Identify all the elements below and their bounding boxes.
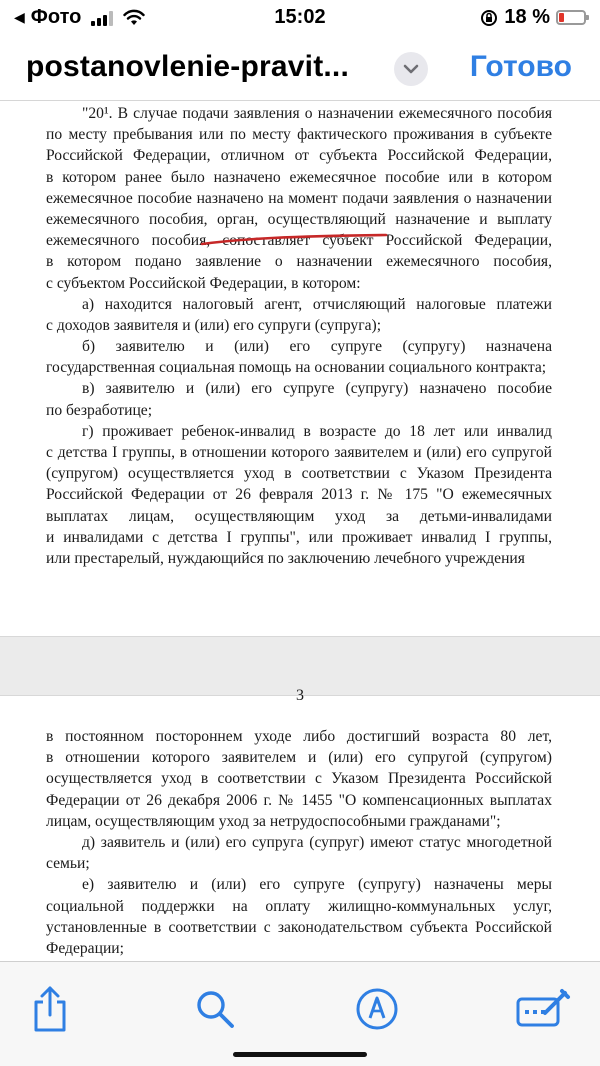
text-line: Российской Федерации, отличном от субъекта Российской Федерации,	[46, 147, 552, 165]
clock: 15:02	[274, 6, 326, 28]
navigation-bar	[0, 40, 600, 96]
text-line: или престарелый, нуждающийся по заключению лечебного учреждения	[46, 549, 525, 567]
status-right	[480, 6, 586, 29]
share-icon	[30, 985, 70, 1033]
text-line: Российской Федерации от 26 февраля 2013 г. № 175 "О ежемесячных	[46, 486, 552, 504]
document-title: postanovlenie-pravit...	[26, 50, 349, 83]
text-line: в постоянном постороннем уходе либо достигший возраста 80 лет,	[46, 728, 552, 745]
text-line: установленные в соответствии с законодательством субъекта Российской	[46, 918, 552, 936]
chevron-down-icon	[403, 64, 419, 74]
text-line: семьи;	[46, 855, 90, 873]
text-line: с детства I группы, в отношении которого заявителем и (или) его супругой	[46, 444, 552, 461]
markup-button[interactable]	[352, 984, 402, 1034]
page-2-text	[46, 103, 552, 569]
text-line: (супругом) осуществляется уход в соответствии с Указом Президента	[46, 465, 552, 483]
text-line: е) заявителю и (или) его супруге (супругу) назначены меры	[82, 876, 552, 894]
page-number: 3	[296, 687, 304, 704]
annotate-button[interactable]	[518, 984, 568, 1034]
text-line: и инвалидами с детства I группы", или проживает инвалид I группы,	[46, 528, 552, 546]
done-button[interactable]: Готово	[469, 50, 572, 83]
text-line: в отношении которого заявителем и (или) его супругой (супругом)	[46, 749, 552, 767]
text-line: в) заявителю и (или) его супруге (супругу) назначено пособие	[82, 380, 552, 398]
battery-fill	[559, 13, 564, 22]
text-line: ежемесячного пособия, сопоставляет субъект Российской Федерации,	[46, 232, 552, 250]
text-line: ежемесячное пособие назначено на момент подачи заявления о назначении	[46, 189, 552, 207]
text-line: осуществляется уход в соответствии с Указом Президента Российской	[46, 770, 552, 788]
text-line: Федерации от 26 декабря 2006 г. № 1455 "О компенсационных выплатах	[46, 791, 552, 809]
document-viewer[interactable]	[0, 101, 600, 961]
text-line: ежемесячного пособия, орган, осуществляющий назначение и выплату	[46, 210, 552, 228]
text-line: "20¹. В случае подачи заявления о назначении ежемесячного пособия	[82, 105, 552, 122]
text-line: социальной поддержки на оплату жилищно-коммунальных услуг,	[46, 897, 552, 915]
title-menu-button[interactable]	[394, 52, 428, 86]
text-line: д) заявитель и (или) его супруга (супруг) имеют статус многодетной	[82, 833, 552, 851]
text-line: государственная социальная помощь на основании социального контракта;	[46, 359, 547, 377]
back-app-label: Фото	[30, 6, 82, 28]
text-line: а) находится налоговый агент, отчисляющий налоговые платежи	[82, 295, 552, 313]
text-line: по безработице;	[46, 401, 153, 419]
share-button[interactable]	[25, 984, 75, 1034]
text-line: Федерации;	[46, 939, 124, 957]
text-line: б) заявителю и (или) его супруге (супругу) назначена	[82, 338, 552, 356]
orientation-lock-icon	[480, 9, 498, 27]
text-line: с доходов заявителя и (или) его супруги (супруга);	[46, 316, 382, 334]
text-line: с субъектом Российской Федерации, в котором:	[46, 274, 361, 292]
annotate-icon	[515, 989, 571, 1029]
text-line: выплатах лицам, осуществляющим уход за детьми-инвалидами	[46, 507, 552, 525]
text-line: в котором подано заявление о назначении ежемесячного пособия,	[46, 253, 552, 271]
text-line: в котором ранее было назначено ежемесячное пособие или в котором	[46, 168, 552, 186]
status-bar	[0, 0, 600, 40]
battery-icon	[556, 10, 586, 25]
text-line: по месту пребывания или по месту фактического проживания в субъекте	[46, 126, 552, 144]
red-underline-annotation	[200, 233, 390, 247]
search-icon	[194, 988, 236, 1030]
back-arrow-icon: ◀	[14, 9, 25, 25]
battery-percent: 18 %	[504, 6, 550, 28]
bottom-toolbar	[0, 961, 600, 1066]
home-indicator[interactable]	[233, 1052, 367, 1057]
search-button[interactable]	[190, 984, 240, 1034]
markup-icon	[355, 987, 399, 1031]
text-line: лицам, осуществляющим уход за нетрудоспособными гражданами";	[46, 812, 501, 830]
text-line: г) проживает ребенок-инвалид в возрасте до 18 лет или инвалид	[82, 422, 552, 440]
